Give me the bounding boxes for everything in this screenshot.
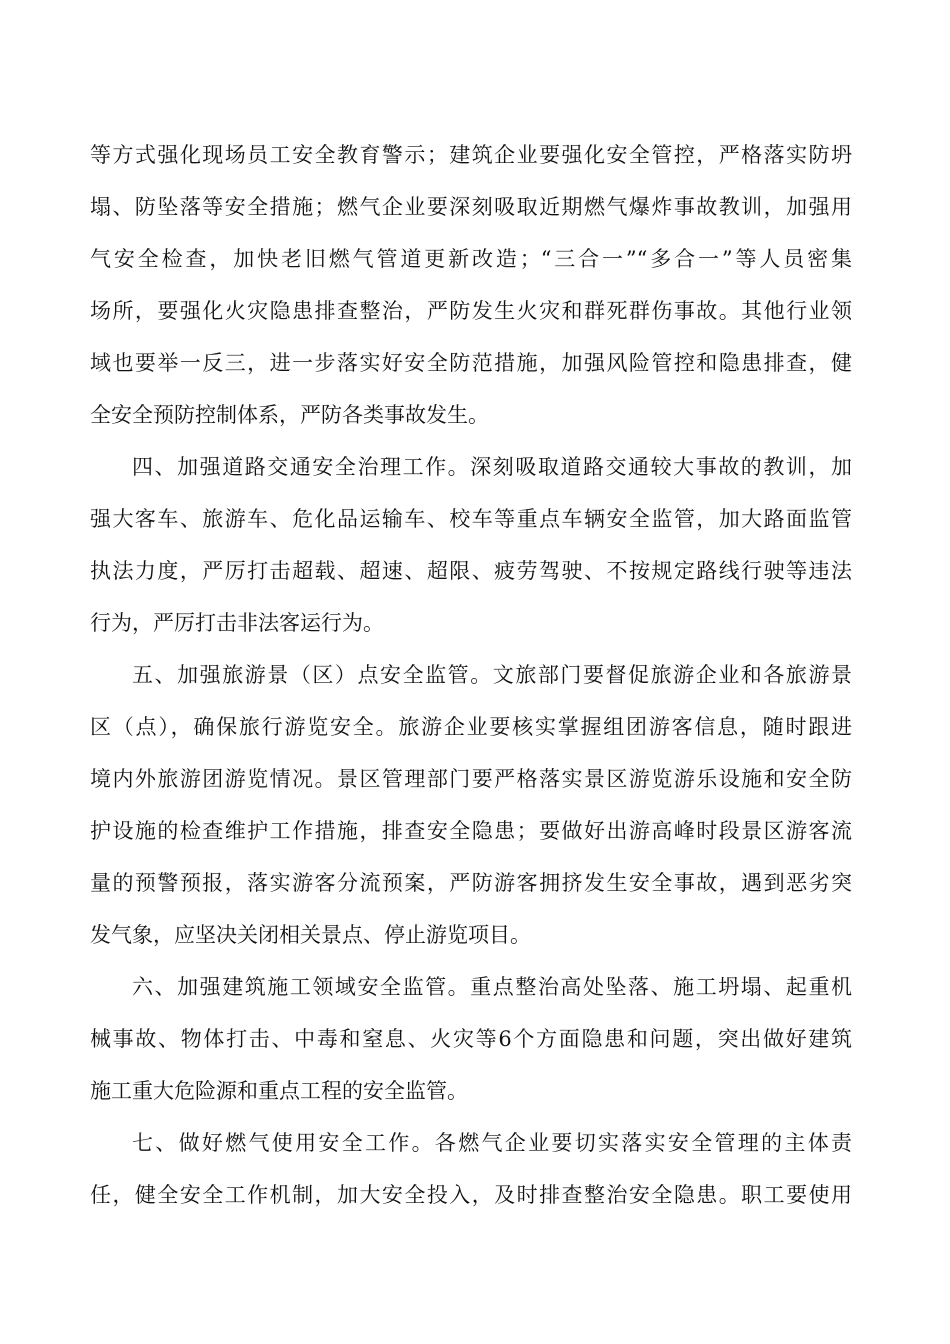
text-line: 域也要举一反三，进一步落实好安全防范措施，加强风险管控和隐患排查，健 <box>90 351 852 375</box>
text-line: 量的预警预报，落实游客分流预案，严防游客拥挤发生安全事故，遇到恶劣突 <box>90 871 852 895</box>
text-line: 护设施的检查维护工作措施，排查安全隐患；要做好出游高峰时段景区游客流 <box>90 819 852 843</box>
paragraph-heading-line: 四、加强道路交通安全治理工作。深刻吸取道路交通较大事故的教训，加 <box>132 455 852 479</box>
text-line: 执法力度，严厉打击超载、超速、超限、疲劳驾驶、不按规定路线行驶等违法 <box>90 559 852 583</box>
paragraph-heading-line: 六、加强建筑施工领域安全监管。重点整治高处坠落、施工坍塌、起重机 <box>132 975 852 999</box>
text-line: 气安全检查，加快老旧燃气管道更新改造；“三合一”“多合一”等人员密集 <box>90 247 852 271</box>
text-line: 任，健全安全工作机制，加大安全投入，及时排查整治安全隐患。职工要使用 <box>90 1183 852 1207</box>
text-line: 场所，要强化火灾隐患排查整治，严防发生火灾和群死群伤事故。其他行业领 <box>90 299 852 323</box>
paragraph-heading-line: 五、加强旅游景（区）点安全监管。文旅部门要督促旅游企业和各旅游景 <box>132 663 852 687</box>
text-line: 区（点），确保旅行游览安全。旅游企业要核实掌握组团游客信息，随时跟进 <box>90 715 852 739</box>
text-line: 发气象，应坚决关闭相关景点、停止游览项目。 <box>90 923 531 947</box>
text-line: 等方式强化现场员工安全教育警示；建筑企业要强化安全管控，严格落实防坍 <box>90 143 852 167</box>
text-line: 强大客车、旅游车、危化品运输车、校车等重点车辆安全监管，加大路面监管 <box>90 507 852 531</box>
text-line: 施工重大危险源和重点工程的安全监管。 <box>90 1079 468 1103</box>
text-line: 塌、防坠落等安全措施；燃气企业要深刻吸取近期燃气爆炸事故教训，加强用 <box>90 195 852 219</box>
text-line: 械事故、物体打击、中毒和窒息、火灾等6个方面隐患和问题，突出做好建筑 <box>90 1027 852 1051</box>
text-line: 行为，严厉打击非法客运行为。 <box>90 611 384 635</box>
text-line: 全安全预防控制体系，严防各类事故发生。 <box>90 403 489 427</box>
text-line: 境内外旅游团游览情况。景区管理部门要严格落实景区游览游乐设施和安全防 <box>90 767 852 791</box>
paragraph-heading-line: 七、做好燃气使用安全工作。各燃气企业要切实落实安全管理的主体责 <box>132 1131 852 1155</box>
